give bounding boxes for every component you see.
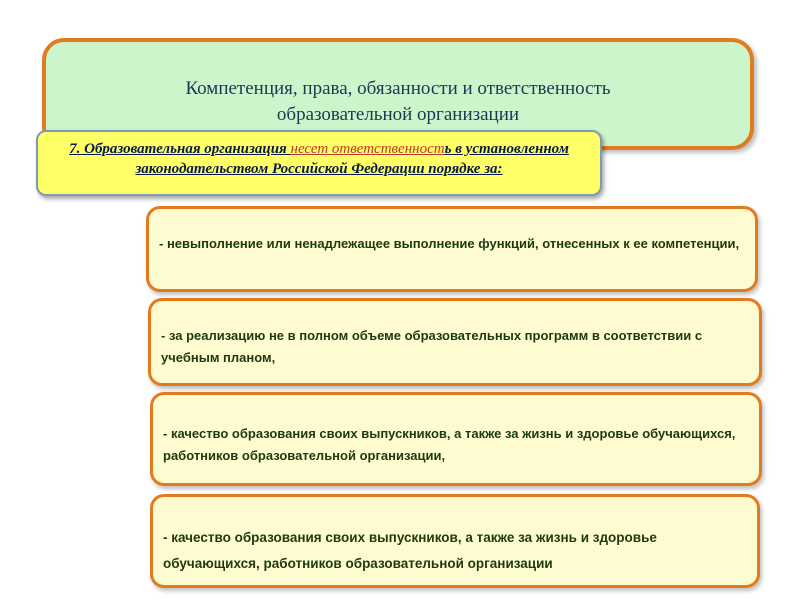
responsibility-header — [36, 130, 602, 196]
slide-title — [46, 76, 750, 128]
responsibility-item-2 — [148, 298, 762, 386]
title-line-1: Компетенция, права, обязанности и ответственность — [185, 78, 611, 99]
item-text: - качество образования своих выпускников, а также за жизнь и здоровье обучающихся, работников образовательной организации, — [163, 426, 736, 463]
item-text: - за реализацию не в полном объеме образовательных программ в соответствии с учебным планом, — [161, 328, 703, 365]
title-line-2: образовательной организации — [276, 104, 520, 125]
header-part-4: в установленном законодательством Российской Федерации порядке за: — [135, 141, 569, 177]
responsibility-item-1 — [146, 206, 758, 292]
responsibility-item-3 — [150, 392, 762, 486]
header-part-3: ь — [444, 141, 452, 157]
responsibility-item-4 — [150, 494, 760, 588]
header-part-1: 7. Образовательная организация — [69, 141, 291, 157]
item-text: - невыполнение или ненадлежащее выполнение функций, отнесенных к ее компетенции, — [159, 236, 740, 251]
header-part-2: несет ответственност — [290, 141, 445, 157]
item-text: - качество образования своих выпускников, а также за жизнь и здоровье обучающихся, работников образовательной организации — [163, 530, 657, 571]
